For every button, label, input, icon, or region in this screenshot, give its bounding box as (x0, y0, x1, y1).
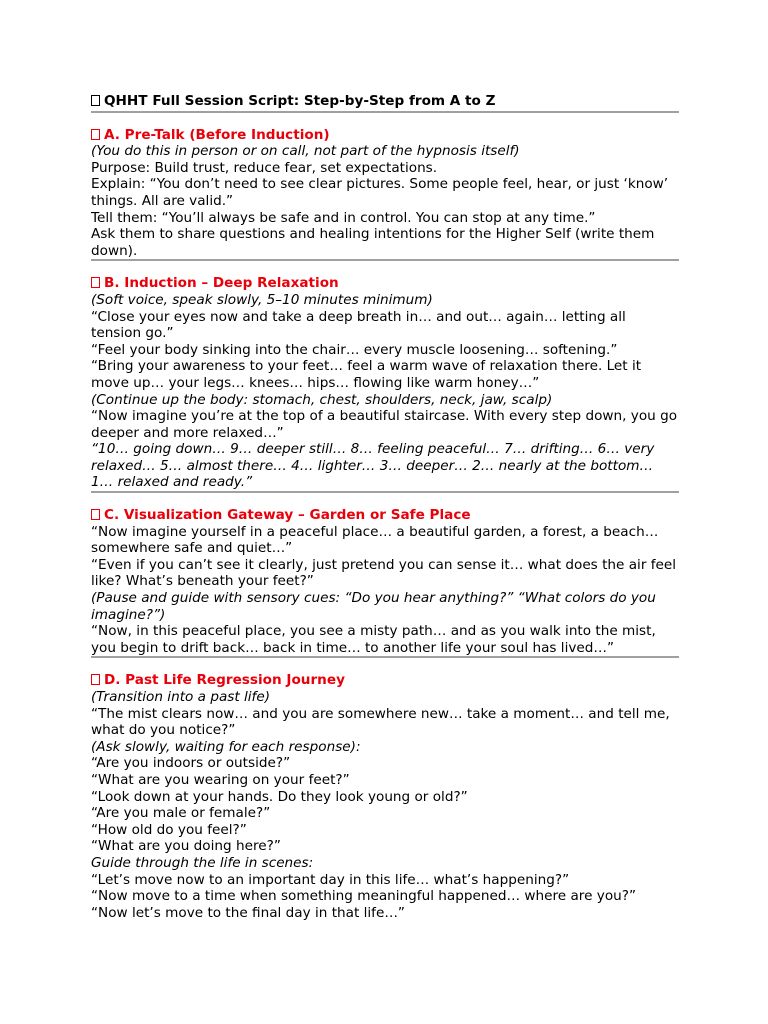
section-line: “Even if you can’t see it clearly, just pretend you can sense it… what does the air feel like? What’s beneath your feet?” (91, 556, 677, 590)
section-line: “Now move to a time when something meaningful happened… where are you?” (91, 888, 637, 905)
missing-glyph-icon (91, 95, 100, 106)
section (91, 493, 679, 658)
section-line: “What are you doing here?” (91, 838, 281, 855)
document-title: QHHT Full Session Script: Step-by-Step from A to Z (104, 93, 496, 109)
section-title: B. Induction – Deep Relaxation (104, 275, 339, 292)
section (91, 261, 679, 493)
section-line: “Let’s move now to an important day in this life… what’s happening?” (91, 871, 570, 888)
section-line: (Soft voice, speak slowly, 5–10 minutes minimum) (91, 291, 433, 308)
section-title: C. Visualization Gateway – Garden or Safe Place (104, 507, 471, 524)
section-line: “Now, in this peaceful place, you see a misty path… and as you walk into the mist, you begin to drift back… back in time… to another life your soul has lived…” (91, 623, 656, 656)
section-title: A. Pre-Talk (Before Induction) (104, 126, 330, 143)
section-line: “The mist clears now… and you are somewhere new… take a moment… and tell me, what do you notice?” (91, 705, 670, 739)
document-content (91, 93, 679, 921)
section-line: “Look down at your hands. Do they look young or old?” (91, 788, 468, 805)
section-line: (Continue up the body: stomach, chest, shoulders, neck, jaw, scalp) (91, 391, 553, 408)
section (91, 658, 679, 921)
section-line: “Close your eyes now and take a deep breath in… and out… again… letting all tension go.” (91, 308, 626, 342)
document-title-row (91, 93, 679, 111)
section-line: “How old do you feel?” (91, 821, 247, 838)
section-line: (Ask slowly, waiting for each response): (91, 738, 361, 755)
missing-glyph-icon (91, 277, 100, 288)
section-line: “Now imagine you’re at the top of a beautiful staircase. With every step down, you go deeper and more relaxed…” (91, 408, 678, 441)
section-line: “Are you indoors or outside?” (91, 755, 291, 772)
section-line: “Are you male or female?” (91, 805, 271, 822)
section-line: Guide through the life in scenes: (91, 854, 314, 871)
section-heading (91, 275, 679, 292)
section-line: (You do this in person or on call, not part of the hypnosis itself) (91, 143, 520, 160)
section-line: Explain: “You don’t need to see clear pictures. Some people feel, hear, or just ‘know’ things. All are valid.” (91, 176, 669, 209)
section (91, 113, 679, 262)
section-line: “Now let’s move to the final day in that life…” (91, 904, 405, 921)
section-title: D. Past Life Regression Journey (104, 672, 345, 689)
section-heading (91, 507, 679, 524)
section-line: “10… going down… 9… deeper still… 8… feeling peaceful… 7… drifting… 6… very relaxed… 5… almost there… 4… lighter… 3… deeper… 2… nearly at the bottom… 1… relaxed and ready.” (91, 441, 655, 491)
section-line: Tell them: “You’ll always be safe and in control. You can stop at any time.” (91, 209, 596, 226)
section-line: “What are you wearing on your feet?” (91, 771, 350, 788)
section-heading (91, 672, 679, 689)
missing-glyph-icon (91, 674, 100, 685)
missing-glyph-icon (91, 509, 100, 520)
section-line: (Pause and guide with sensory cues: “Do you hear anything?” “What colors do you imagine?”) (91, 590, 656, 623)
section-line: “Now imagine yourself in a peaceful place… a beautiful garden, a forest, a beach… somewhere safe and quiet…” (91, 523, 659, 557)
section-line: “Bring your awareness to your feet… feel a warm wave of relaxation there. Let it move up… your legs… knees… hips… flowing like warm honey…” (91, 358, 642, 391)
missing-glyph-icon (91, 129, 100, 140)
section-line: Ask them to share questions and healing intentions for the Higher Self (write them down). (91, 226, 655, 259)
section-line: (Transition into a past life) (91, 689, 271, 705)
section-line: “Feel your body sinking into the chair… every muscle loosening… softening.” (91, 341, 618, 358)
document-sections (91, 113, 679, 922)
section-line: Purpose: Build trust, reduce fear, set expectations. (91, 159, 438, 176)
section-heading (91, 127, 679, 144)
